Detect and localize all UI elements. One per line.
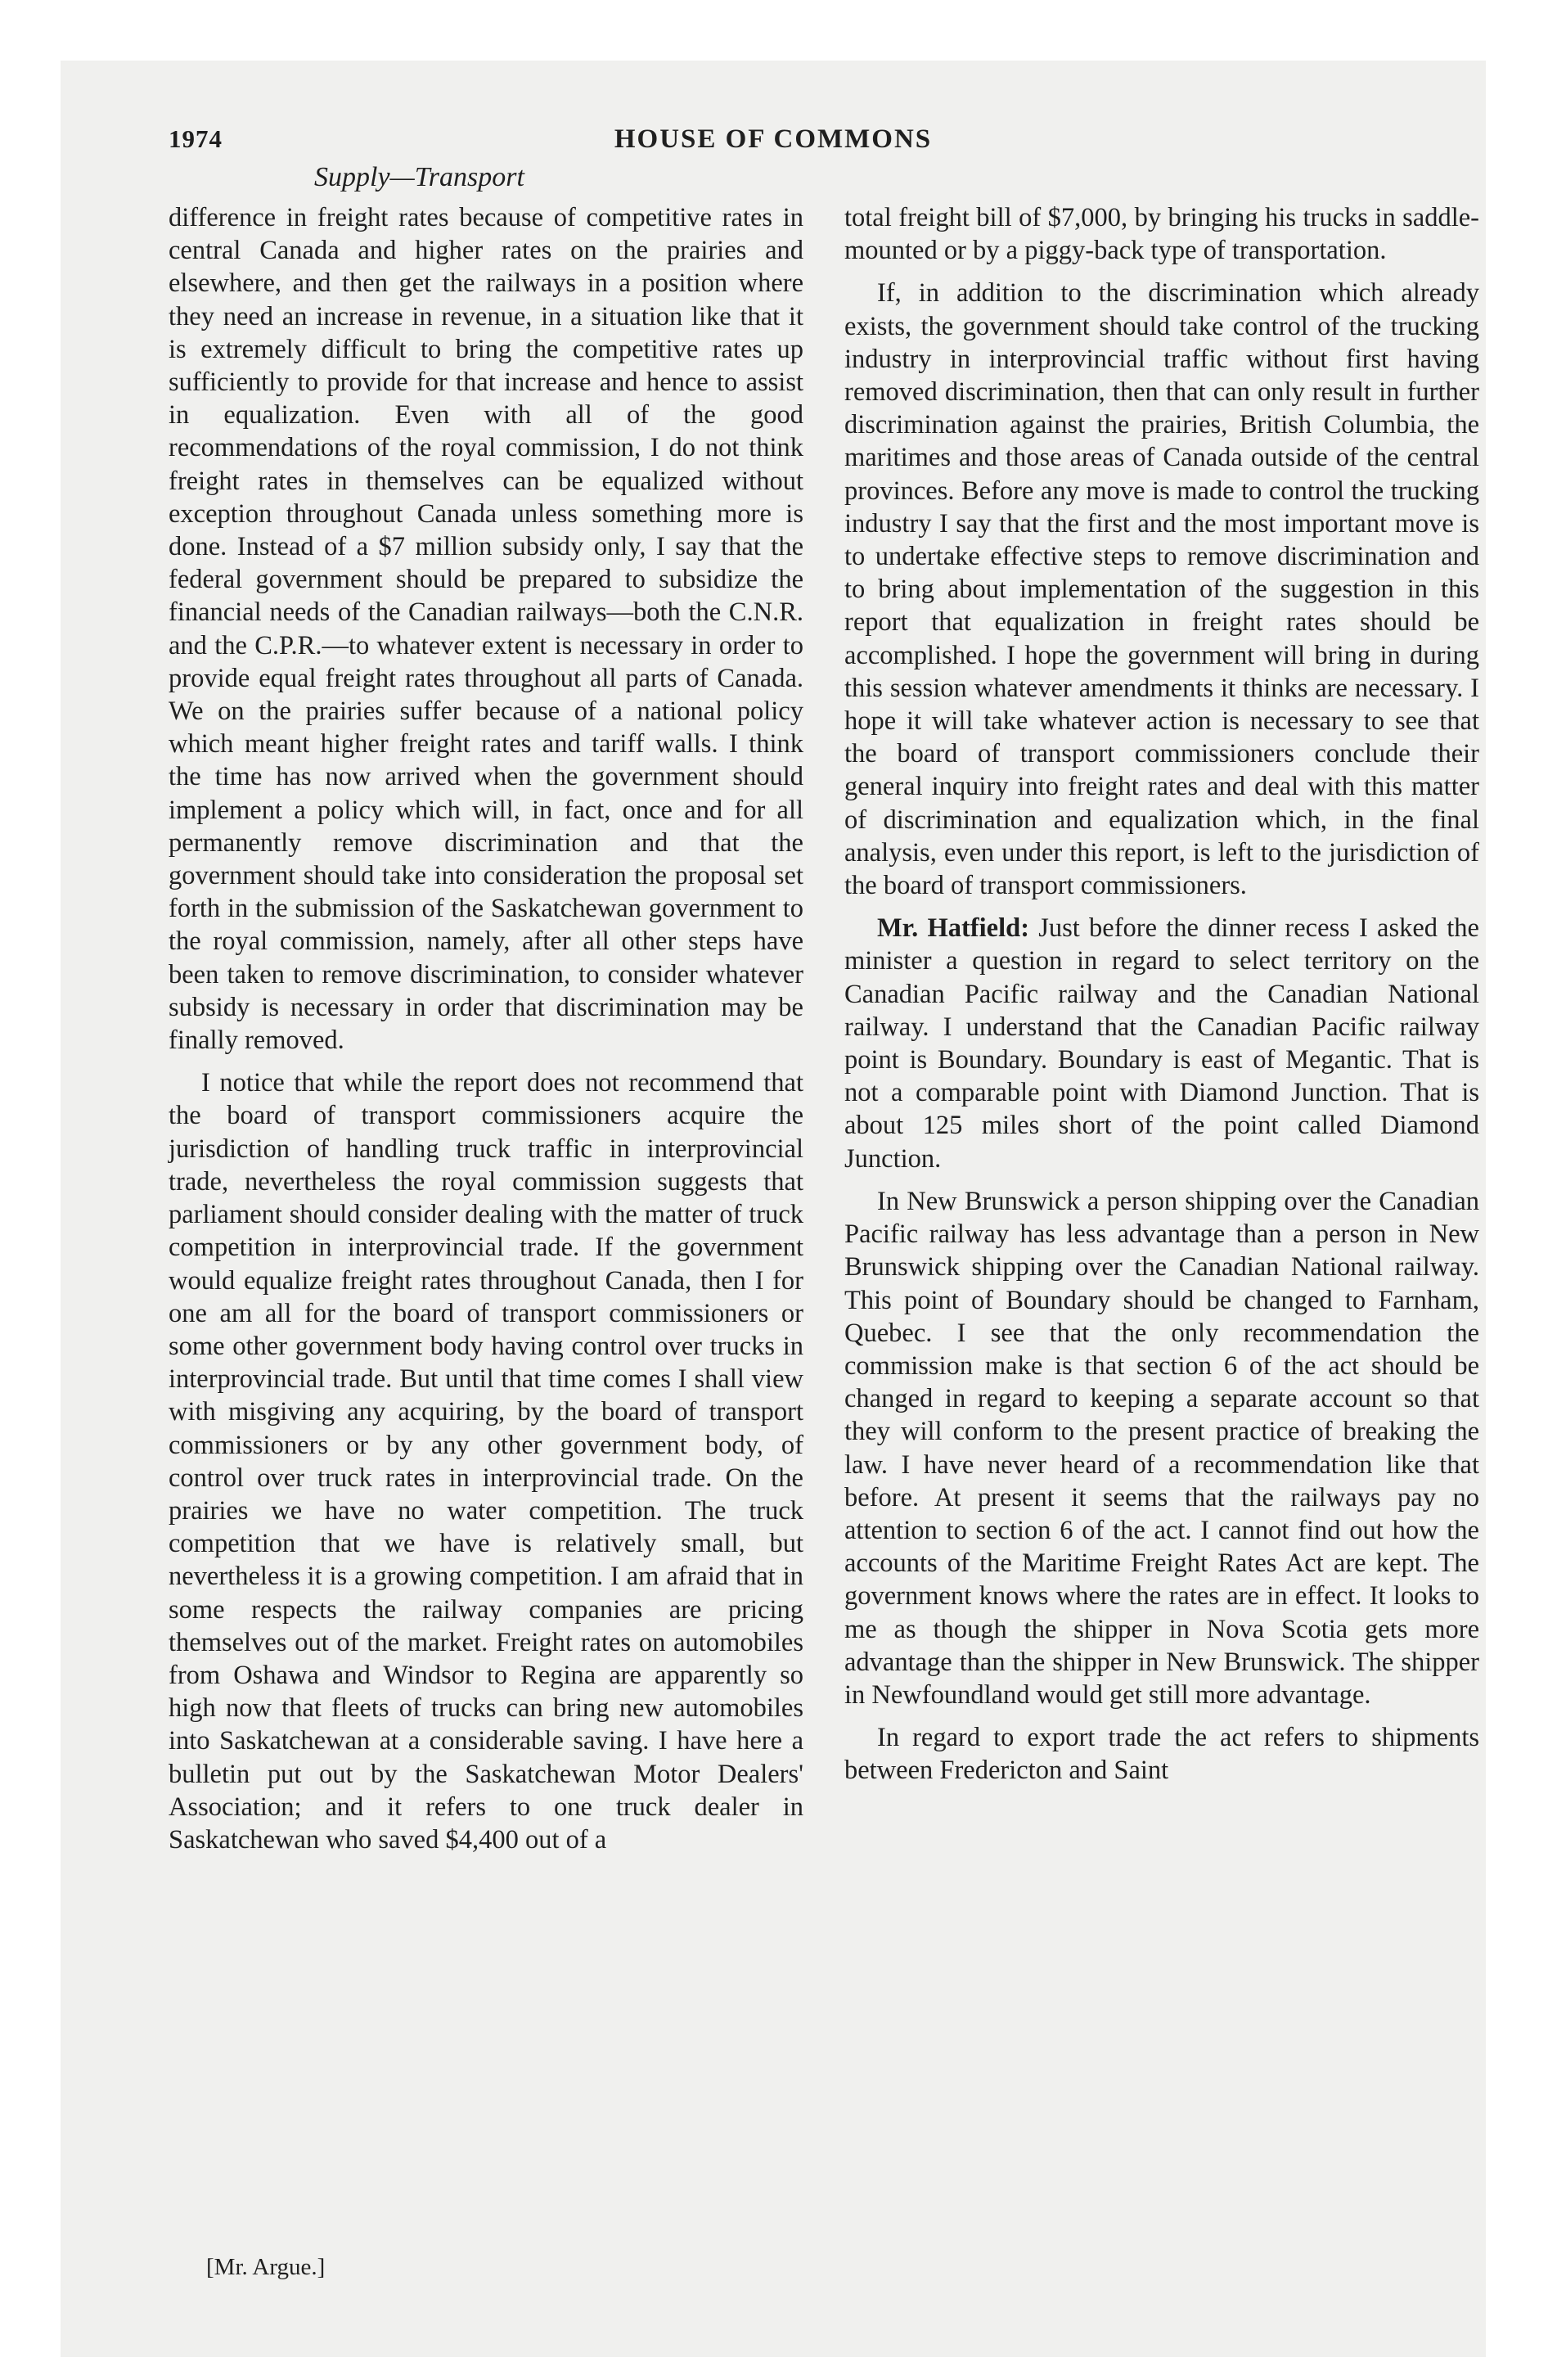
document-page: [61, 61, 1486, 2357]
right-paragraph-2: If, in addition to the discrimination which already exists, the government should take control of the trucking industry in interprovincial traffic without first having removed discrimination, then that can only result in further discrimination against the prairies, British Columbia, the maritimes and those areas of Canada outside of the central provinces. Before any move is made to control the trucking industry I say that the first and the most important move is to undertake effective steps to remove discrimination and to bring about implementation of the suggestion in this report that equalization in freight rates should be accomplished. I hope the government will bring in during this session whatever amendments it thinks are necessary. I hope it will take whatever action is necessary to see that the board of transport commissioners conclude their general inquiry into freight rates and deal with this matter of discrimination and equalization which, in the final analysis, even under this report, is left to the jurisdiction of the board of transport commissioners.: [844, 278, 1479, 901]
right-column: [844, 201, 1479, 1797]
running-head: Supply—Transport: [314, 162, 524, 192]
speaker-name: Mr. Hatfield:: [877, 913, 1030, 944]
speaker-attribution: [Mr. Argue.]: [206, 2254, 326, 2280]
left-paragraph-1: difference in freight rates because of competitive rates in central Canada and higher rates on the prairies and elsewhere, and then get the railways in a position where they need an increase in revenue, in a situation like that it is extremely difficult to bring the competitive rates up sufficiently to provide for that increase and hence to assist in equalization. Even with all of the good recommendations of the royal commission, I do not think freight rates in themselves can be equalized without exception throughout Canada unless something more is done. Instead of a $7 million subsidy only, I say that the federal government should be prepared to subsidize the financial needs of the Canadian railways—both the C.N.R. and the C.P.R.—to whatever extent is necessary in order to provide equal freight rates throughout all parts of Canada. We on the prairies suffer because of a national policy which meant higher freight rates and tariff walls. I think the time has now arrived when the government should implement a policy which will, in fact, once and for all permanently remove discrimination and that the government should take into consideration the proposal set forth in the submission of the Saskatchewan government to the royal commission, namely, after all other steps have been taken to remove discrimination, to consider whatever subsidy is necessary in order that discrimination may be finally removed.: [169, 203, 803, 1056]
left-column: [169, 201, 803, 1866]
left-paragraph-2: I notice that while the report does not recommend that the board of transport commissioners acquire the jurisdiction of handling truck traffic in interprovincial trade, nevertheless the royal commission suggests that parliament should consider dealing with the matter of truck competition in interprovincial trade. If the government would equalize freight rates throughout Canada, then I for one am all for the board of transport commissioners or some other government body having control over trucks in interprovincial trade. But until that time comes I shall view with misgiving any acquiring, by the board of transport commissioners or by any other government body, of control over truck rates in interprovincial trade. On the prairies we have no water competition. The truck competition that we have is relatively small, but nevertheless it is a growing competition. I am afraid that in some respects the railway companies are pricing themselves out of the market. Freight rates on automobiles from Oshawa and Windsor to Regina are apparently so high now that fleets of trucks can bring new automobiles into Saskatchewan at a considerable saving. I have here a bulletin put out by the Saskatchewan Motor Dealers' Association; and it refers to one truck dealer in Saskatchewan who saved $4,400 out of a: [169, 1068, 803, 1855]
right-paragraph-3: [844, 912, 1479, 1175]
right-paragraph-1: total freight bill of $7,000, by bringing his trucks in saddle-mounted or by a piggy-back type of transportation.: [844, 203, 1479, 266]
page-title: HOUSE OF COMMONS: [614, 124, 933, 154]
right-paragraph-4: In New Brunswick a person shipping over the Canadian Pacific railway has less advantage than a person in New Brunswick shipping over the Canadian National railway. This point of Boundary should be changed to Farnham, Quebec. I see that the only recommendation the commission make is that section 6 of the act should be changed in regard to keeping a separate account so that they will conform to the present practice of breaking the law. I have never heard of a recommendation like that before. At present it seems that the railways pay no attention to section 6 of the act. I cannot find out how the accounts of the Maritime Freight Rates Act are kept. The government knows where the rates are in effect. It looks to me as though the shipper in Nova Scotia gets more advantage than the shipper in New Brunswick. The shipper in Newfoundland would get still more advantage.: [844, 1186, 1479, 1710]
speaker-text: Just before the dinner recess I asked the minister a question in regard to select territory on the Canadian Pacific railway and the Canadian National railway. I understand that the Canadian Pacific railway point is Boundary. Boundary is east of Megantic. That is not a comparable point with Diamond Junction. That is about 125 miles short of the point called Diamond Junction.: [844, 913, 1479, 1174]
right-paragraph-5: In regard to export trade the act refers to shipments between Fredericton and Saint: [844, 1723, 1479, 1786]
page-header: [61, 124, 1486, 162]
page-number: 1974: [169, 124, 223, 153]
